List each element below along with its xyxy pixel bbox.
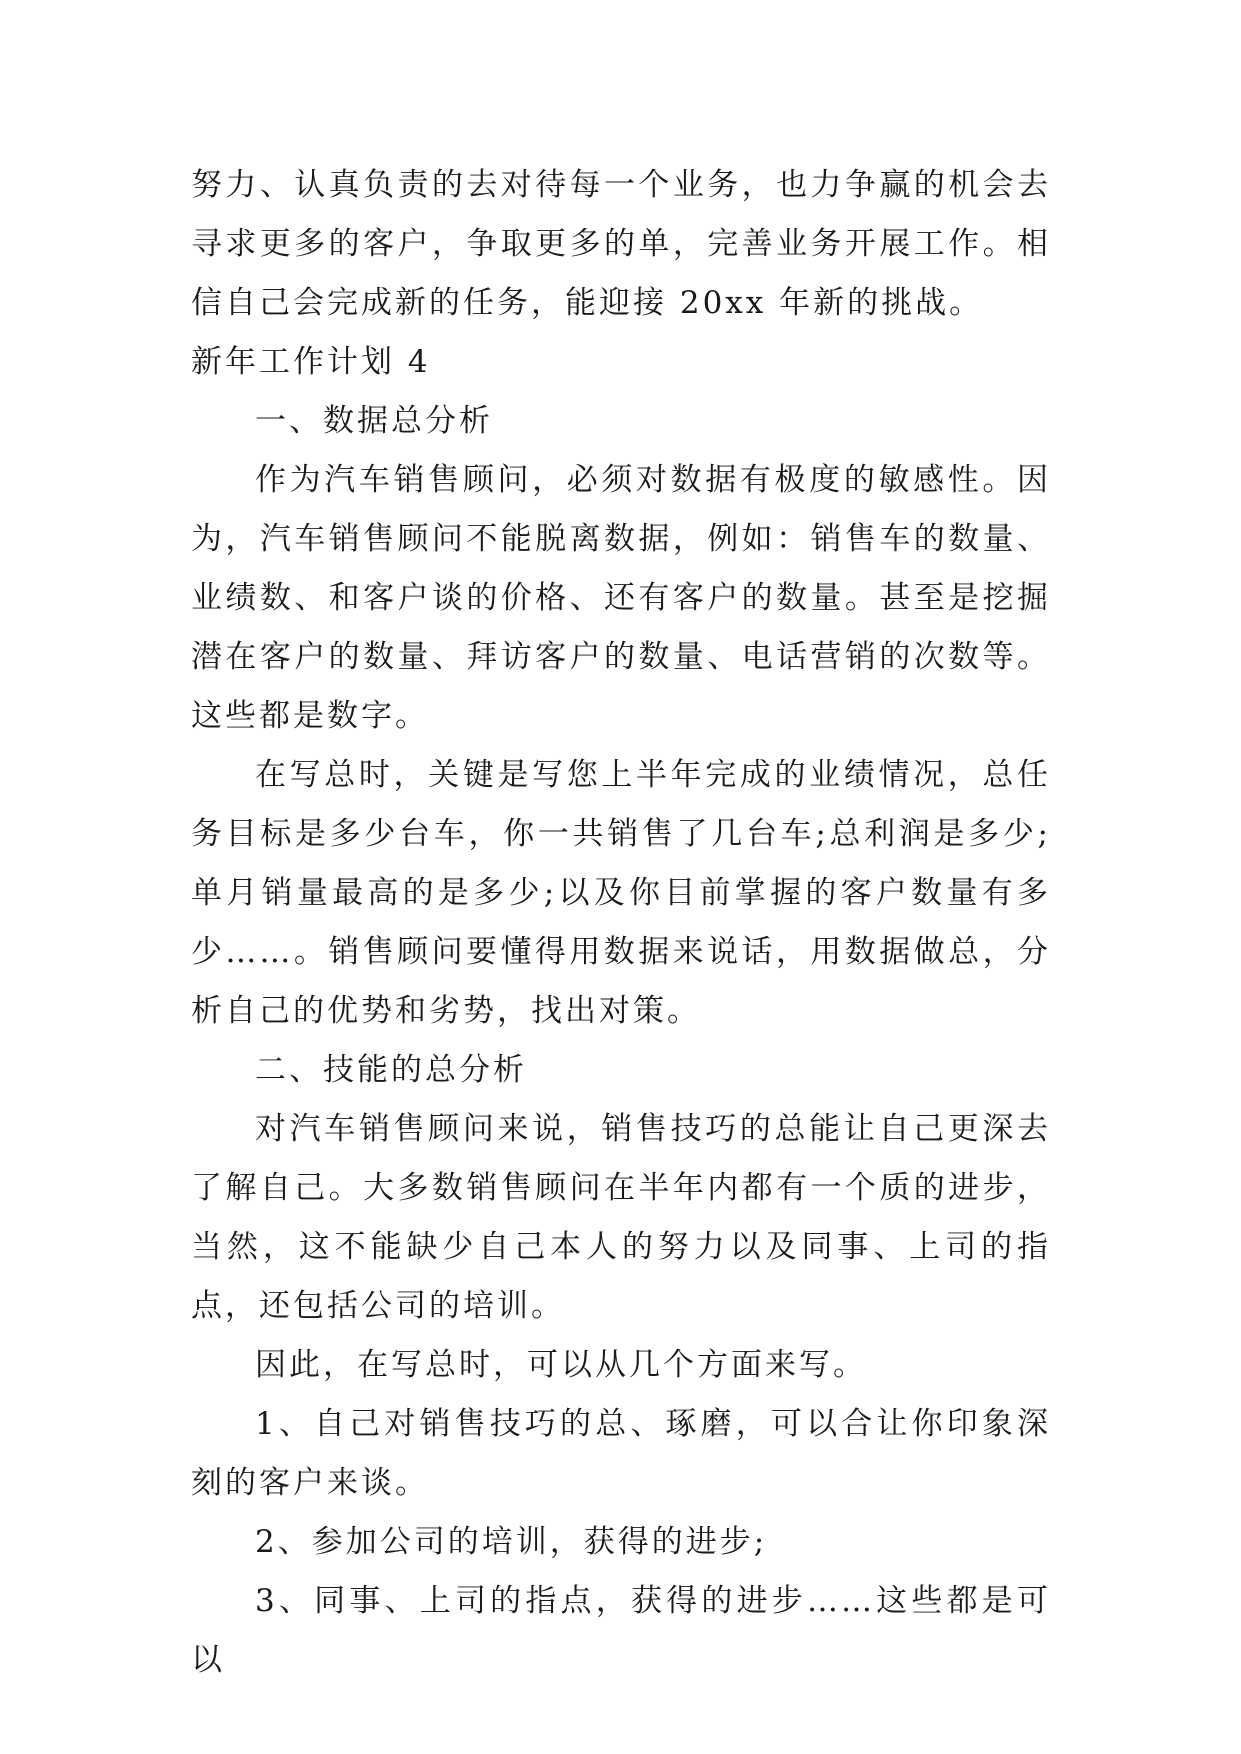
- heading-skills-analysis: 二、技能的总分析: [255, 1052, 527, 1088]
- list-item-1: 1、自己对销售技巧的总、琢磨，可以合让你印象深刻的客户来谈。: [191, 1406, 1051, 1501]
- document-body: [191, 156, 1051, 1690]
- heading-data-analysis: 一、数据总分析: [255, 403, 493, 439]
- list-item-2: 2、参加公司的培训，获得的进步;: [255, 1524, 768, 1560]
- paragraph-1: 努力、认真负责的去对待每一个业务，也力争赢的机会去寻求更多的客户，争取更多的单，完善业务开展工作。相信自己会完成新的任务，能迎接 20xx 年新的挑战。: [191, 167, 1051, 321]
- list-item-3: 3、同事、上司的指点，获得的进步……这些都是可以: [191, 1583, 1051, 1678]
- paragraph-therefore: 因此，在写总时，可以从几个方面来写。: [255, 1347, 867, 1383]
- paragraph-sales-skills: 对汽车销售顾问来说，销售技巧的总能让自己更深去了解自己。大多数销售顾问在半年内都有一个质的进步，当然，这不能缺少自己本人的努力以及同事、上司的指点，还包括公司的培训。: [191, 1111, 1051, 1324]
- section-title: 新年工作计划 4: [191, 344, 431, 380]
- paragraph-data-sensitivity: 作为汽车销售顾问，必须对数据有极度的敏感性。因为，汽车销售顾问不能脱离数据，例如：销售车的数量、业绩数、和客户谈的价格、还有客户的数量。甚至是挖掘潜在客户的数量、拜访客户的数量、电话营销的次数等。这些都是数字。: [191, 462, 1051, 734]
- paragraph-summary-writing: 在写总时，关键是写您上半年完成的业绩情况，总任务目标是多少台车，你一共销售了几台车;总利润是多少;单月销量最高的是多少;以及你目前掌握的客户数量有多少……。销售顾问要懂得用数据来说话，用数据做总，分析自己的优势和劣势，找出对策。: [191, 757, 1051, 1029]
